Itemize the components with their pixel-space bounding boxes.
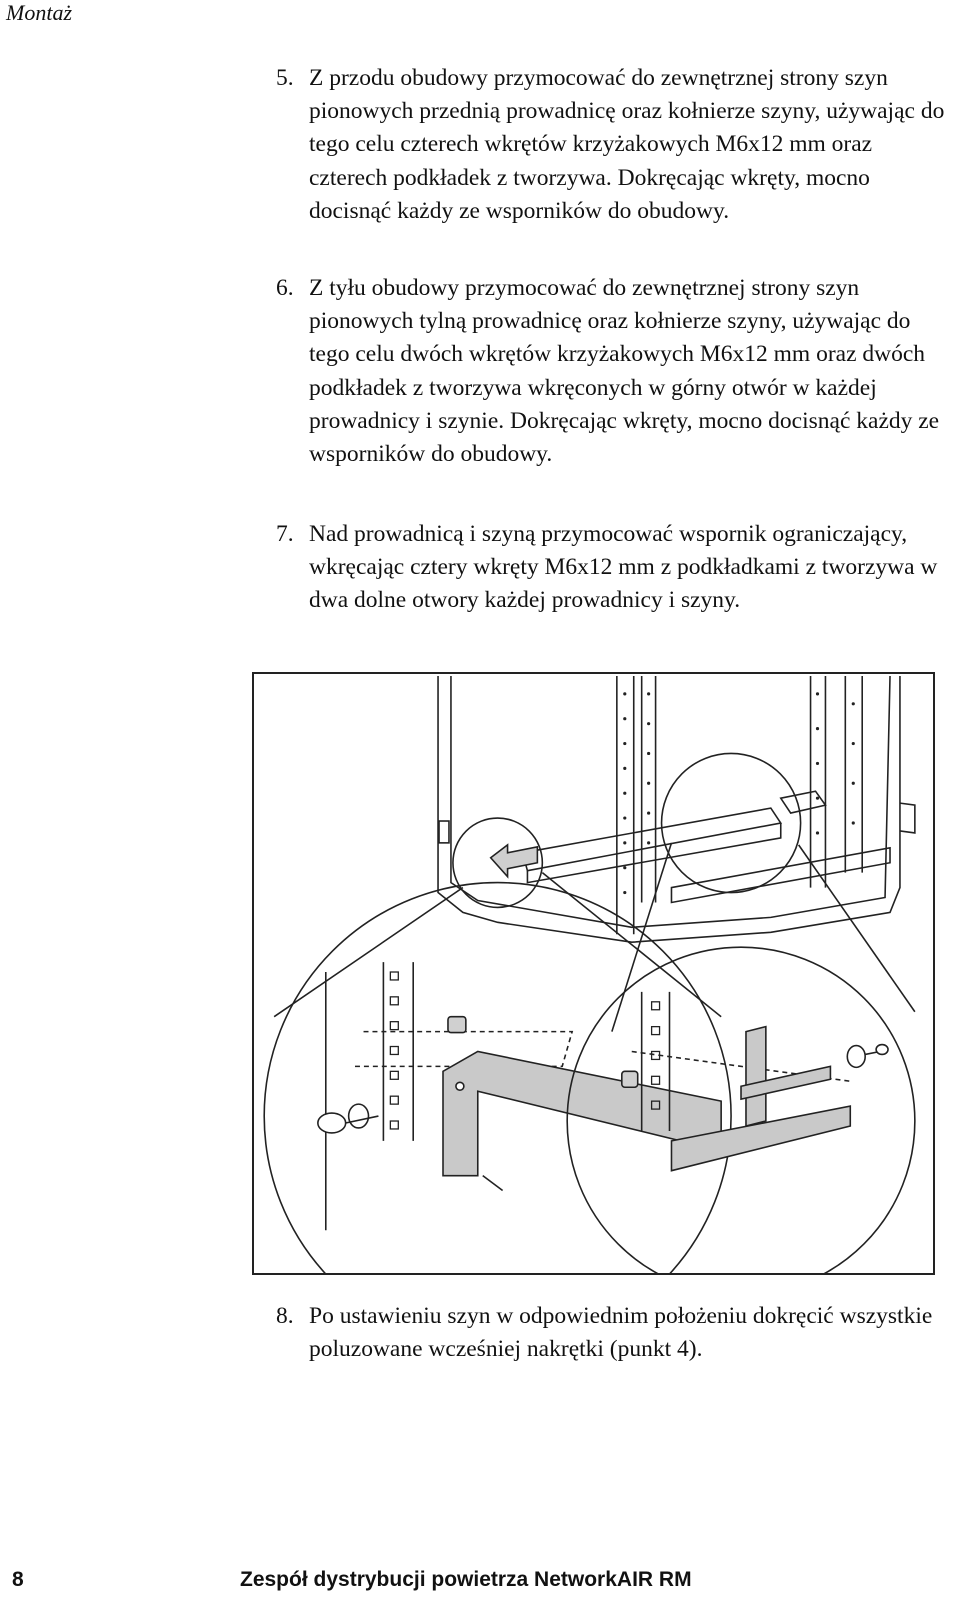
step-text: Po ustawieniu szyn w odpowiednim położeniu dokręcić wszystkie poluzowane wcześniej nakrętki (punkt 4). — [309, 1303, 933, 1363]
step-list — [276, 272, 948, 471]
step-8 — [276, 1300, 948, 1366]
step-7 — [276, 518, 948, 618]
installation-illustration — [252, 672, 935, 1275]
running-header: Montaż — [6, 0, 72, 25]
detail-front-rail — [264, 883, 731, 1273]
step-text: Nad prowadnicą i szyną przymocować wspornik ograniczający, wkręcając cztery wkręty M6x12 mm z podkładkami z tworzywa w dwa dolne otwory każdej prowadnicy i szyny. — [309, 521, 938, 614]
step-number: 5. — [276, 65, 294, 91]
step-6 — [276, 272, 948, 471]
step-list — [276, 62, 948, 228]
step-number: 7. — [276, 521, 294, 547]
step-text: Z przodu obudowy przymocować do zewnętrznej strony szyn pionowych przednią prowadnicę oraz kołnierze szyny, używając do tego celu czterech wkrętów krzyżakowych M6x12 mm oraz czterech podkładek z tworzywa. Dokręcając wkręty, mocno docisnąć każdy ze wsporników do obudowy. — [309, 65, 945, 224]
step-5 — [276, 62, 948, 228]
rack-cabinet — [274, 676, 915, 1032]
step-list — [276, 518, 948, 618]
page-number: 8 — [12, 1568, 24, 1591]
document-title: Zespół dystrybucji powietrza NetworkAIR RM — [240, 1568, 692, 1591]
step-list — [276, 1300, 948, 1366]
step-text: Z tyłu obudowy przymocować do zewnętrznej strony szyn pionowych tylną prowadnicę oraz kołnierze szyny, używając do tego celu dwóch wkrętów krzyżakowych M6x12 mm oraz dwóch podkładek z tworzywa wkręconych w górny otwór w każdej prowadnicy i szynie. Dokręcając wkręty, mocno docisnąć każdy ze wsporników do obudowy. — [309, 275, 940, 468]
step-number: 6. — [276, 275, 294, 301]
step-number: 8. — [276, 1303, 294, 1329]
